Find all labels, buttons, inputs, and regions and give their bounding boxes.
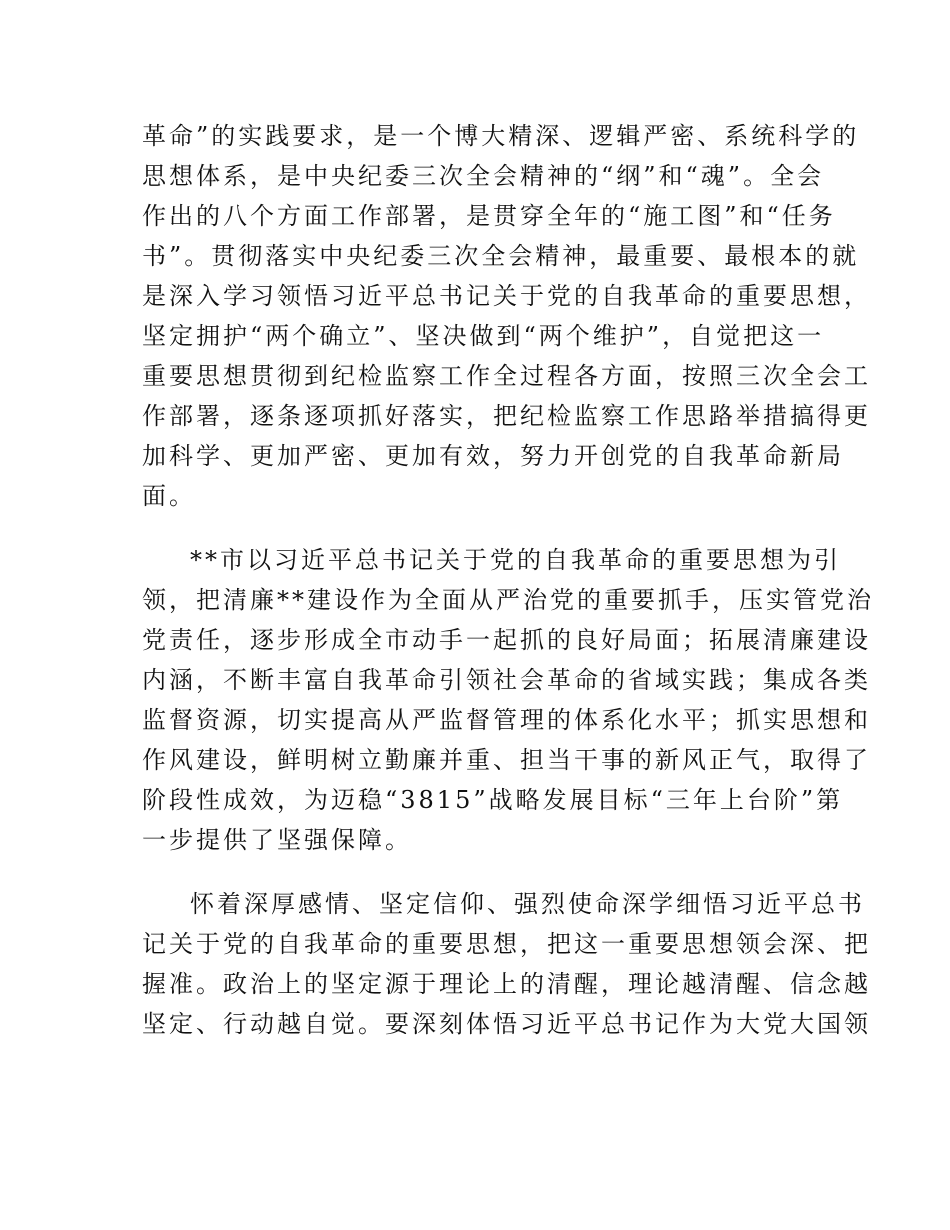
text-line: 阶段性成效，为迈稳“3815”战略发展目标“三年上台阶”第	[142, 786, 844, 814]
paragraph-spacer	[142, 860, 812, 884]
text-line: 是深入学习领悟习近平总书记关于党的自我革命的重要思想，	[142, 282, 871, 310]
text-line: 记关于党的自我革命的重要思想，把这一重要思想领会深、把	[142, 930, 871, 958]
text-line: 加科学、更加严密、更加有效，努力开创党的自我革命新局	[142, 442, 844, 470]
document-body	[142, 116, 874, 1044]
text-line: 怀着深厚感情、坚定信仰、强烈使命深学细悟习近平总书	[190, 890, 865, 918]
text-line: 作出的八个方面工作部署，是贯穿全年的“施工图”和“任务	[142, 202, 836, 230]
text-line: 党责任，逐步形成全市动手一起抓的良好局面；拓展清廉建设	[142, 626, 871, 654]
text-line: 监督资源，切实提高从严监督管理的体系化水平；抓实思想和	[142, 706, 871, 734]
paragraph-1	[142, 116, 871, 516]
paragraph-spacer	[142, 516, 812, 540]
text-line: 作风建设，鲜明树立勤廉并重、担当干事的新风正气，取得了	[142, 746, 871, 774]
text-line: **市以习近平总书记关于党的自我革命的重要思想为引	[190, 546, 841, 574]
text-line: 领，把清廉**建设作为全面从严治党的重要抓手，压实管党治	[142, 586, 874, 614]
text-line: 作部署，逐条逐项抓好落实，把纪检监察工作思路举措搞得更	[142, 402, 871, 430]
text-line: 书”。贯彻落实中央纪委三次全会精神，最重要、最根本的就	[142, 242, 860, 270]
text-line: 革命”的实践要求，是一个博大精深、逻辑严密、系统科学的	[142, 122, 860, 150]
text-line: 重要思想贯彻到纪检监察工作全过程各方面，按照三次全会工	[142, 362, 871, 390]
text-line: 一步提供了坚强保障。	[142, 826, 412, 854]
paragraph-3	[142, 884, 871, 1044]
text-line: 思想体系，是中央纪委三次全会精神的“纲”和“魂”。全会	[142, 162, 825, 190]
text-line: 坚定拥护“两个确立”、坚决做到“两个维护”，自觉把这一	[142, 322, 825, 350]
text-line: 坚定、行动越自觉。要深刻体悟习近平总书记作为大党大国领	[142, 1010, 871, 1038]
text-line: 内涵，不断丰富自我革命引领社会革命的省域实践；集成各类	[142, 666, 871, 694]
paragraph-2	[142, 540, 874, 860]
text-line: 面。	[142, 482, 196, 510]
text-line: 握准。政治上的坚定源于理论上的清醒，理论越清醒、信念越	[142, 970, 871, 998]
